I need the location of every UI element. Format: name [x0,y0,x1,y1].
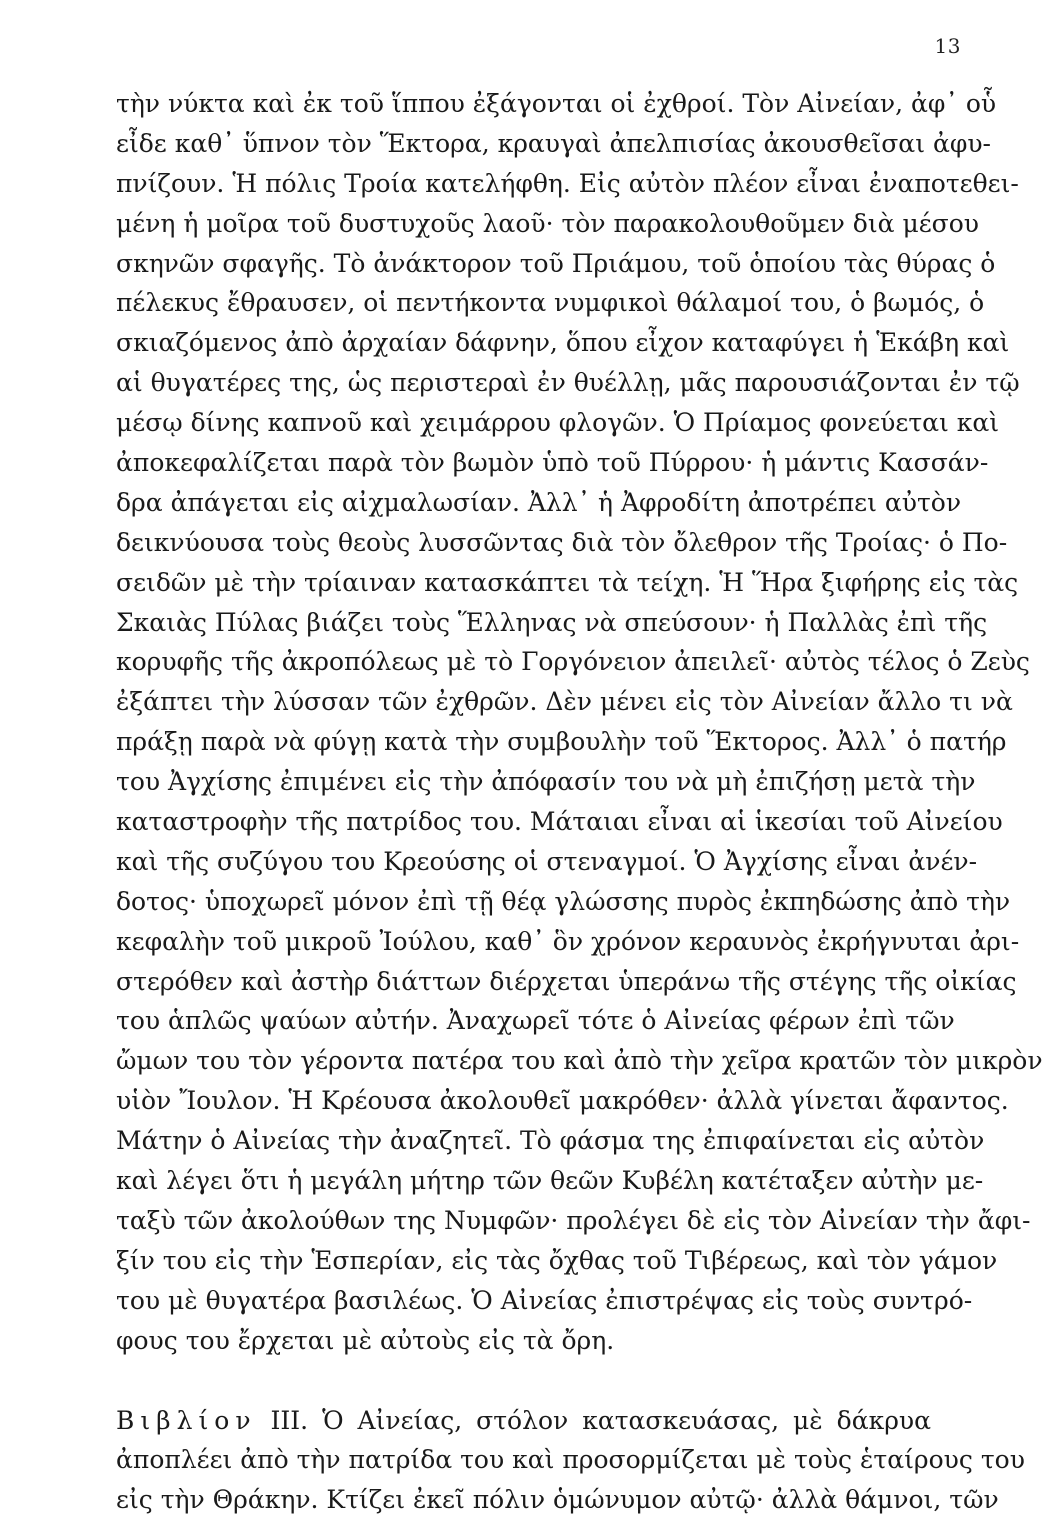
text-line: υἱὸν Ἴουλον. Ἡ Κρέουσα ἀκολουθεῖ μακρόθεν· ἀλλὰ γίνεται ἄφαντος. [116,1081,931,1121]
text-line: σκηνῶν σφαγῆς. Τὸ ἀνάκτορον τοῦ Πριάμου, τοῦ ὁποίου τὰς θύρας ὁ [116,244,931,284]
text-line: σειδῶν μὲ τὴν τρίαιναν κατασκάπτει τὰ τείχη. Ἡ Ἥρα ξιφήρης εἰς τὰς [116,563,931,603]
text-line: κεφαλὴν τοῦ μικροῦ Ἰούλου, καθ᾽ ὃν χρόνον κεραυνὸς ἐκρήγνυται ἀρι- [116,922,931,962]
text-line: του ἁπλῶς ψαύων αὐτήν. Ἀναχωρεῖ τότε ὁ Αἰνείας φέρων ἐπὶ τῶν [116,1001,931,1041]
text-line: μένη ἡ μοῖρα τοῦ δυστυχοῦς λαοῦ· τὸν παρακολουθοῦμεν διὰ μέσου [116,204,931,244]
text-line: πέλεκυς ἔθραυσεν, οἱ πεντήκοντα νυμφικοὶ θάλαμοί του, ὁ βωμός, ὁ [116,283,931,323]
text-line: του Ἀγχίσης ἐπιμένει εἰς τὴν ἀπόφασίν του νὰ μὴ ἐπιζήσῃ μετὰ τὴν [116,762,931,802]
text-line: ταξὺ τῶν ἀκολούθων της Νυμφῶν· προλέγει δὲ εἰς τὸν Αἰνείαν τὴν ἄφι- [116,1201,931,1241]
text-line: ἀποπλέει ἀπὸ τὴν πατρίδα του καὶ προσορμίζεται μὲ τοὺς ἑταίρους του [116,1440,931,1480]
text-line: Σκαιὰς Πύλας βιάζει τοὺς Ἕλληνας νὰ σπεύσουν· ἡ Παλλὰς ἐπὶ τῆς [116,603,931,643]
text-line: φους του ἔρχεται μὲ αὐτοὺς εἰς τὰ ὄρη. [116,1321,931,1361]
text-line: ἐξάπτει τὴν λύσσαν τῶν ἐχθρῶν. Δὲν μένει εἰς τὸν Αἰνείαν ἄλλο τι νὰ [116,682,931,722]
text-line: μέσῳ δίνης καπνοῦ καὶ χειμάρρου φλογῶν. Ὁ Πρίαμος φονεύεται καὶ [116,403,931,443]
text-line: στερόθεν καὶ ἀστὴρ διάττων διέρχεται ὑπεράνω τῆς στέγης τῆς οἰκίας [116,962,931,1002]
text-line: πνίζουν. Ἡ πόλις Τροία κατελήφθη. Εἰς αὐτὸν πλέον εἶναι ἐναποτεθει- [116,164,931,204]
text-line: ξίν του εἰς τὴν Ἑσπερίαν, εἰς τὰς ὄχθας τοῦ Τιβέρεως, καὶ τὸν γάμον [116,1241,931,1281]
text-line-rest: III. Ὁ Αἰνείας, στόλον κατασκευάσας, μὲ δάκρυα [257,1406,931,1435]
text-line: δοτος· ὑποχωρεῖ μόνον ἐπὶ τῇ θέᾳ γλώσσης πυρὸς ἐκπηδώσης ἀπὸ τὴν [116,882,931,922]
text-line: αἱ θυγατέρες της, ὡς περιστεραὶ ἐν θυέλλῃ, μᾶς παρουσιάζονται ἐν τῷ [116,363,931,403]
page-number: 13 [935,34,961,58]
paragraph-gap [116,1361,931,1401]
book-heading: Βιβλίον [116,1406,257,1435]
body-text [116,84,931,1520]
paragraph-book-3-summary [116,1401,931,1520]
text-line: δρα ἀπάγεται εἰς αἰχμαλωσίαν. Ἀλλ᾽ ἡ Ἀφροδίτη ἀποτρέπει αὐτὸν [116,483,931,523]
text-line: εἰς τὴν Θράκην. Κτίζει ἐκεῖ πόλιν ὁμώνυμον αὐτῷ· ἀλλὰ θάμνοι, τῶν [116,1480,931,1520]
text-line: Μάτην ὁ Αἰνείας τὴν ἀναζητεῖ. Τὸ φάσμα της ἐπιφαίνεται εἰς αὐτὸν [116,1121,931,1161]
text-line [116,1401,931,1441]
text-line: καὶ τῆς συζύγου του Κρεούσης οἱ στεναγμοί. Ὁ Ἀγχίσης εἶναι ἀνέν- [116,842,931,882]
text-line: σκιαζόμενος ἀπὸ ἀρχαίαν δάφνην, ὅπου εἶχον καταφύγει ἡ Ἑκάβη καὶ [116,323,931,363]
text-line: ἀποκεφαλίζεται παρὰ τὸν βωμὸν ὑπὸ τοῦ Πύρρου· ἡ μάντις Κασσάν- [116,443,931,483]
text-line: κορυφῆς τῆς ἀκροπόλεως μὲ τὸ Γοργόνειον ἀπειλεῖ· αὐτὸς τέλος ὁ Ζεὺς [116,642,931,682]
text-line: τὴν νύκτα καὶ ἐκ τοῦ ἵππου ἐξάγονται οἱ ἐχθροί. Τὸν Αἰνείαν, ἀφ᾽ οὗ [116,84,931,124]
text-line: ὤμων του τὸν γέροντα πατέρα του καὶ ἀπὸ τὴν χεῖρα κρατῶν τὸν μικρὸν [116,1041,931,1081]
text-line: εἶδε καθ᾽ ὕπνον τὸν Ἕκτορα, κραυγαὶ ἀπελπισίας ἀκουσθεῖσαι ἀφυ- [116,124,931,164]
text-line: καὶ λέγει ὅτι ἡ μεγάλη μήτηρ τῶν θεῶν Κυβέλη κατέταξεν αὐτὴν με- [116,1161,931,1201]
paragraph-book-2-summary [116,84,931,1361]
text-line: πράξῃ παρὰ νὰ φύγῃ κατὰ τὴν συμβουλὴν τοῦ Ἕκτορος. Ἀλλ᾽ ὁ πατήρ [116,722,931,762]
text-line: του μὲ θυγατέρα βασιλέως. Ὁ Αἰνείας ἐπιστρέψας εἰς τοὺς συντρό- [116,1281,931,1321]
text-line: καταστροφὴν τῆς πατρίδος του. Μάταιαι εἶναι αἱ ἱκεσίαι τοῦ Αἰνείου [116,802,931,842]
text-line: δεικνύουσα τοὺς θεοὺς λυσσῶντας διὰ τὸν ὄλεθρον τῆς Τροίας· ὁ Πο- [116,523,931,563]
